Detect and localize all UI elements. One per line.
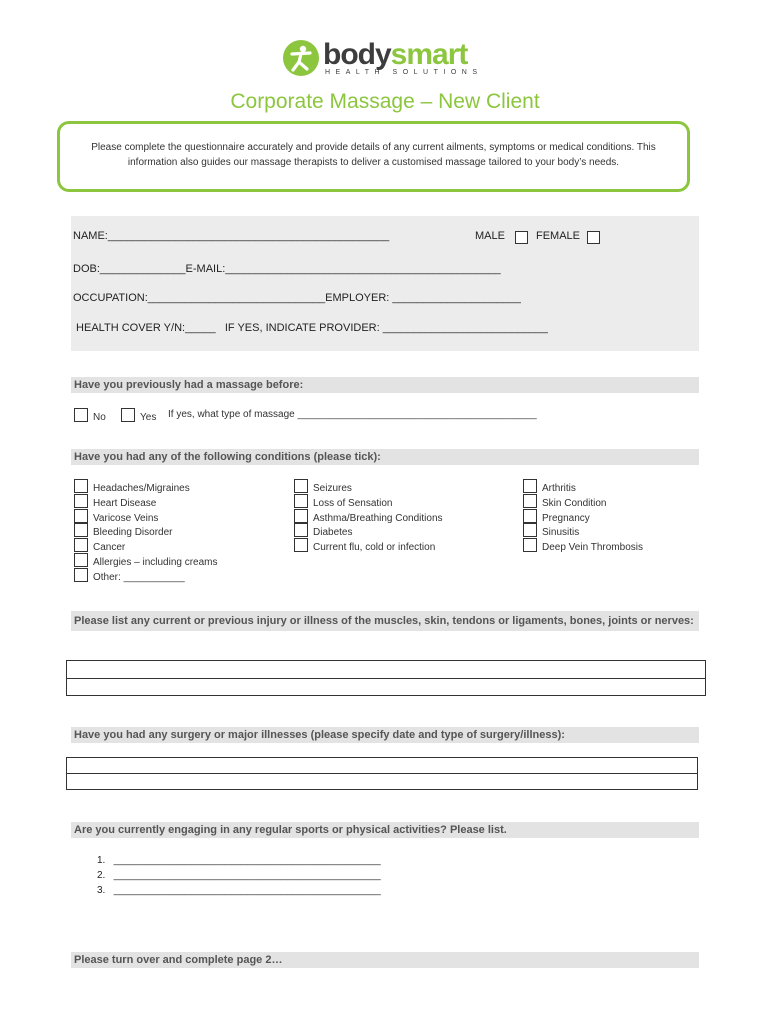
- female-checkbox[interactable]: [587, 231, 600, 244]
- condition-checkbox[interactable]: [294, 494, 308, 508]
- condition-checkbox[interactable]: [294, 523, 308, 537]
- condition-label: Loss of Sensation: [313, 497, 393, 509]
- condition-checkbox[interactable]: [523, 479, 537, 493]
- male-label: MALE: [475, 230, 505, 242]
- male-checkbox[interactable]: [515, 231, 528, 244]
- condition-checkbox[interactable]: [294, 479, 308, 493]
- surgery-row[interactable]: [67, 774, 697, 789]
- condition-checkbox[interactable]: [74, 523, 88, 537]
- brand-name-part2: smart: [390, 38, 468, 71]
- injury-row[interactable]: [67, 661, 705, 679]
- condition-label: Diabetes: [313, 527, 353, 539]
- massage-yes-checkbox[interactable]: [121, 408, 135, 422]
- sports-item-3[interactable]: 3. ________________________________________________: [97, 885, 381, 896]
- intro-text: Please complete the questionnaire accurately and provide details of any current ailments, symptoms or medical conditions. This information also guides our massage therapists to deliver a customised massage tailored to your body’s needs.: [91, 142, 656, 168]
- occupation-employer-field[interactable]: OCCUPATION:_____________________________EMPLOYER: _____________________: [73, 292, 521, 304]
- condition-label: Headaches/Migraines: [93, 483, 190, 494]
- condition-checkbox[interactable]: [523, 523, 537, 537]
- condition-label: Current flu, cold or infection: [313, 542, 436, 554]
- surgery-row[interactable]: [67, 758, 697, 774]
- page-turn-note: Please turn over and complete page 2…: [71, 952, 699, 968]
- injury-table[interactable]: [66, 660, 706, 696]
- injury-heading: Please list any current or previous injury or illness of the muscles, skin, tendons or ligaments, bones, joints or nerves:: [71, 611, 699, 631]
- massage-no-option[interactable]: [74, 408, 106, 422]
- condition-option[interactable]: [294, 523, 352, 537]
- condition-checkbox[interactable]: [523, 509, 537, 523]
- condition-checkbox[interactable]: [294, 509, 308, 523]
- sports-item-2[interactable]: 2. ________________________________________________: [97, 870, 381, 881]
- intro-box: [57, 121, 690, 192]
- condition-option[interactable]: [74, 568, 185, 582]
- brand-name-part1: body: [323, 38, 391, 71]
- condition-label: Skin Condition: [542, 497, 607, 509]
- condition-label: Heart Disease: [93, 497, 157, 509]
- condition-label: Other: ___________: [93, 571, 185, 583]
- condition-label: Arthritis: [542, 483, 576, 494]
- condition-checkbox[interactable]: [74, 538, 88, 552]
- condition-option[interactable]: [523, 538, 643, 552]
- condition-option[interactable]: [294, 494, 393, 508]
- condition-option[interactable]: [74, 553, 218, 567]
- personal-details-panel: [71, 216, 699, 351]
- condition-label: Asthma/Breathing Conditions: [313, 512, 443, 524]
- condition-label: Pregnancy: [542, 512, 590, 524]
- massage-no-label: No: [93, 412, 106, 423]
- condition-checkbox[interactable]: [74, 479, 88, 493]
- page-title: Corporate Massage – New Client: [230, 90, 540, 113]
- condition-label: Sinusitis: [542, 527, 580, 539]
- condition-label: Seizures: [313, 483, 352, 494]
- condition-checkbox[interactable]: [523, 494, 537, 508]
- logo: [283, 40, 493, 82]
- condition-option[interactable]: [74, 494, 156, 508]
- brand-tagline: HEALTH SOLUTIONS: [325, 69, 483, 76]
- health-cover-field[interactable]: HEALTH COVER Y/N:_____ IF YES, INDICATE PROVIDER: ___________________________: [73, 322, 548, 334]
- name-field[interactable]: NAME:______________________________________________: [73, 230, 390, 242]
- condition-label: Bleeding Disorder: [93, 527, 173, 539]
- condition-label: Allergies – including creams: [93, 557, 218, 568]
- condition-label: Varicose Veins: [93, 512, 159, 524]
- surgery-table[interactable]: [66, 757, 698, 790]
- condition-checkbox[interactable]: [523, 538, 537, 552]
- sports-item-1[interactable]: 1. ________________________________________________: [97, 855, 381, 866]
- condition-option[interactable]: [74, 509, 158, 523]
- condition-checkbox[interactable]: [74, 553, 88, 567]
- condition-option[interactable]: [294, 479, 352, 493]
- condition-option[interactable]: [294, 509, 443, 523]
- condition-option[interactable]: [523, 509, 590, 523]
- massage-heading: Have you previously had a massage before:: [71, 377, 699, 393]
- condition-checkbox[interactable]: [294, 538, 308, 552]
- conditions-heading: Have you had any of the following conditions (please tick):: [71, 449, 699, 465]
- brand-name: [323, 38, 467, 72]
- condition-option[interactable]: [523, 479, 576, 493]
- condition-option[interactable]: [74, 479, 190, 493]
- sports-heading: Are you currently engaging in any regular sports or physical activities? Please list.: [71, 822, 699, 838]
- condition-checkbox[interactable]: [74, 494, 88, 508]
- condition-option[interactable]: [523, 494, 606, 508]
- condition-option[interactable]: [523, 523, 579, 537]
- massage-yes-label: Yes: [140, 412, 157, 423]
- figure-icon: [283, 40, 319, 76]
- injury-row[interactable]: [67, 679, 705, 696]
- dob-email-field[interactable]: DOB:______________E-MAIL:_____________________________________________: [73, 263, 501, 275]
- condition-option[interactable]: [74, 523, 173, 537]
- female-label: FEMALE: [536, 230, 581, 242]
- massage-no-checkbox[interactable]: [74, 408, 88, 422]
- condition-option[interactable]: [74, 538, 125, 552]
- surgery-heading: Have you had any surgery or major illnesses (please specify date and type of surgery/illness):: [71, 727, 699, 743]
- condition-checkbox[interactable]: [74, 568, 88, 582]
- condition-label: Deep Vein Thrombosis: [542, 542, 643, 554]
- massage-yes-option[interactable]: [121, 408, 156, 422]
- condition-label: Cancer: [93, 542, 126, 554]
- condition-option[interactable]: [294, 538, 435, 552]
- massage-type-field[interactable]: If yes, what type of massage ___________________________________________: [168, 409, 537, 420]
- condition-checkbox[interactable]: [74, 509, 88, 523]
